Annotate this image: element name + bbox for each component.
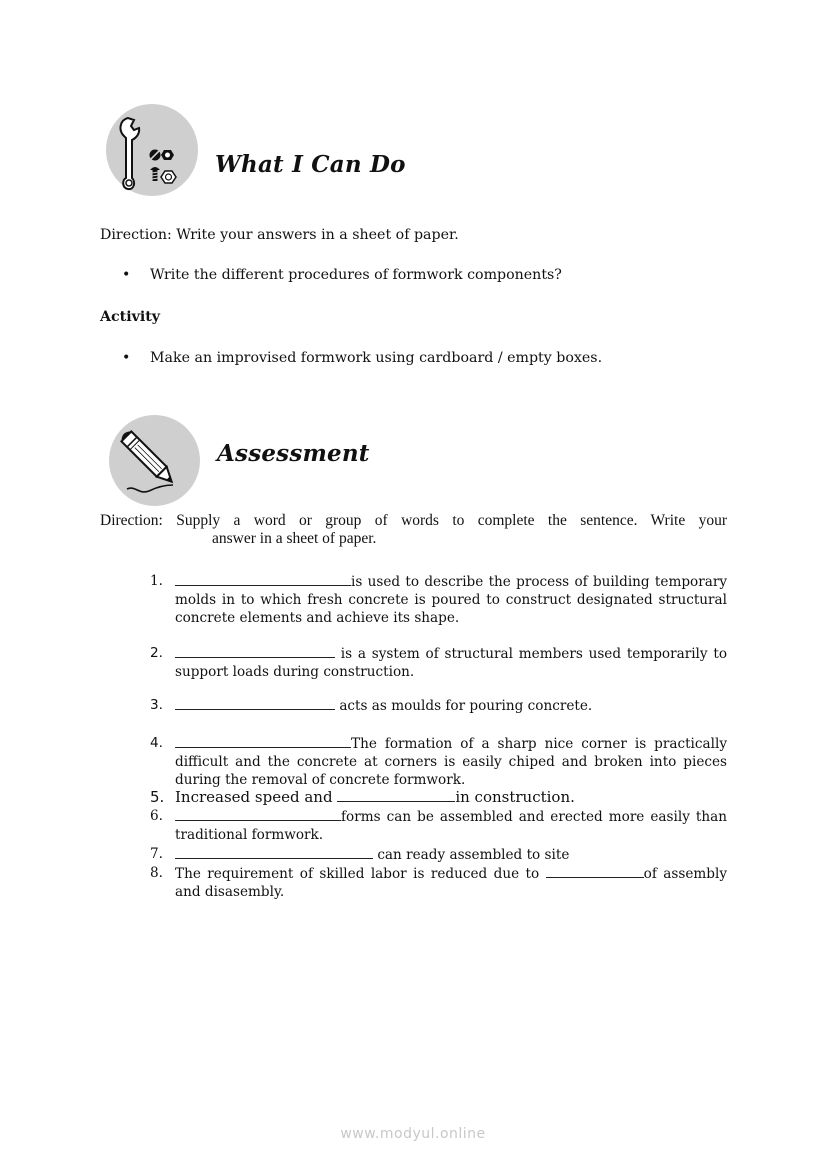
answer-blank[interactable] <box>175 845 373 859</box>
bullet-icon: • <box>122 267 131 283</box>
question-2: 2. is a system of structural members used temporarily to support loads during construction. <box>150 645 727 680</box>
direction-line2: answer in a sheet of paper. <box>212 530 377 547</box>
bullet-icon: • <box>122 350 131 366</box>
bullet-item: • Write the different procedures of formwork components? <box>122 267 562 283</box>
answer-blank[interactable] <box>175 572 351 586</box>
answer-blank[interactable] <box>175 807 341 821</box>
direction-text: Direction: Write your answers in a sheet of paper. <box>100 227 459 243</box>
section-title-assessment: Assessment <box>217 440 370 467</box>
question-3: 3. acts as moulds for pouring concrete. <box>150 697 593 714</box>
answer-blank[interactable] <box>337 788 455 802</box>
question-1: 1. is used to describe the process of building temporary molds in to which fresh concrete is poured to construct designated structural concrete elements and achieve its shape. <box>150 573 727 626</box>
direction-line1: Supply a word or group of words to complete the sentence. Write your <box>176 512 727 529</box>
activity-heading: Activity <box>100 309 161 325</box>
watermark: www.modyul.online <box>340 1126 486 1142</box>
assessment-direction <box>100 512 727 548</box>
section-title-what-i-can-do: What I Can Do <box>215 151 406 178</box>
pencil-icon <box>109 415 200 506</box>
question-8: 8. The requirement of skilled labor is reduced due to of assembly and disasembly. <box>150 865 728 900</box>
question-6: 6. forms can be assembled and erected more easily than traditional formwork. <box>150 808 727 843</box>
question-5: 5. Increased speed and in construction. <box>150 788 575 806</box>
direction-label: Direction: <box>100 512 163 529</box>
answer-blank[interactable] <box>175 644 335 658</box>
answer-blank[interactable] <box>175 696 335 710</box>
answer-blank[interactable] <box>175 734 351 748</box>
question-4: 4. The formation of a sharp nice corner is practically difficult and the concrete at corners is easily chiped and broken into pieces during the removal of concrete formwork. <box>150 735 727 788</box>
wrench-and-bolts-icon <box>106 104 198 196</box>
question-7: 7. can ready assembled to site <box>150 846 570 863</box>
activity-bullet-item: • Make an improvised formwork using cardboard / empty boxes. <box>122 350 603 366</box>
answer-blank[interactable] <box>546 864 644 878</box>
